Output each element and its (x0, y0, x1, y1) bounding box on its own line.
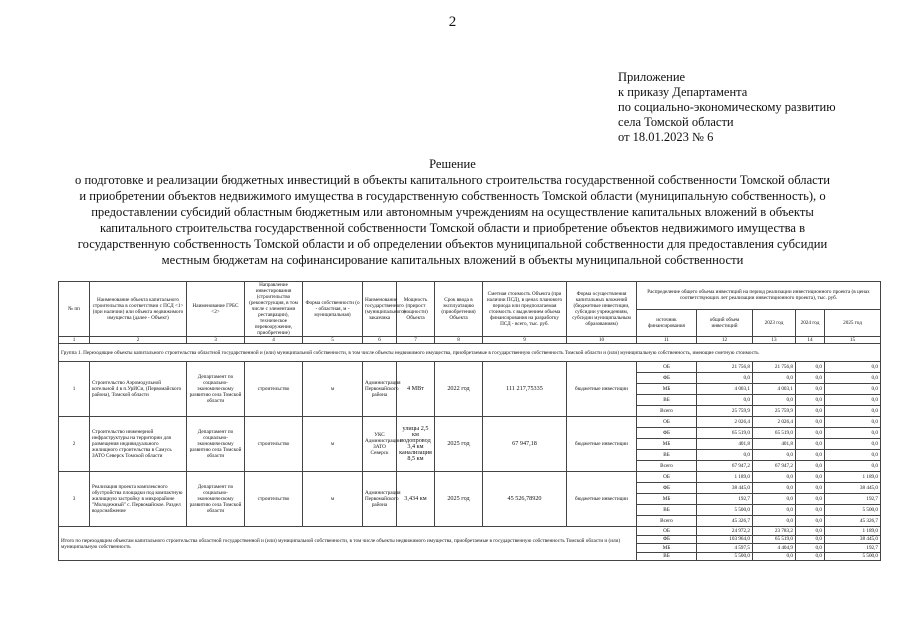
table-row (59, 362, 881, 373)
total-source: МБ (637, 544, 697, 553)
fin-source: ОБ (637, 472, 697, 483)
header-capacity: Мощность (прирост мощности) Объекта (397, 282, 435, 337)
fin-2023: 21 756,8 (753, 362, 796, 373)
appendix-block (618, 70, 836, 145)
fin-2023: 0,0 (753, 395, 796, 406)
row-num: 3 (59, 472, 90, 527)
fin-total: 0,0 (697, 373, 753, 384)
table-row (59, 417, 881, 428)
direction: строительство (245, 417, 303, 472)
fin-2025: 0,0 (825, 461, 881, 472)
term: 2025 год (435, 417, 483, 472)
header-direction: Направление инвестирования (строительство (реконструкция, в том числе с элементами реставрации), техническое перевооружение, приобретение) (245, 282, 303, 337)
object-name: Реализация проекта комплексного обустройства площадки под компактную жилищную застройку в микрорайоне "Молодежный" с. Первомайское. Раздел водоснабжение (90, 472, 187, 527)
fin-2024: 0,0 (796, 428, 825, 439)
title-line: предоставлении субсидий областным бюджетным или автономным учреждениям на осуществление капитальных вложений в объекты (91, 205, 814, 219)
fin-2023: 67 947,2 (753, 461, 796, 472)
total-source: ОБ (637, 527, 697, 536)
investment-form: бюджетные инвестиции (567, 362, 637, 417)
term: 2022 год (435, 362, 483, 417)
fin-source: Всего (637, 461, 697, 472)
fin-2023: 0,0 (753, 472, 796, 483)
total-2023: 0,0 (753, 552, 796, 561)
appendix-line: к приказу Департамента (618, 85, 748, 99)
fin-2024: 0,0 (796, 373, 825, 384)
fin-2025: 38 445,0 (825, 483, 881, 494)
total-total: 5 500,0 (697, 552, 753, 561)
customer: УКС Администрации ЗАТО Северск (363, 417, 397, 472)
fin-total: 21 756,8 (697, 362, 753, 373)
fin-2024: 0,0 (796, 483, 825, 494)
total-2024: 0,0 (796, 535, 825, 544)
fin-total: 0,0 (697, 395, 753, 406)
fin-2024: 0,0 (796, 450, 825, 461)
total-2025: 1 189,0 (825, 527, 881, 536)
fin-2024: 0,0 (796, 472, 825, 483)
col-number: 6 (363, 337, 397, 344)
total-total: 103 964,0 (697, 535, 753, 544)
fin-2024: 0,0 (796, 406, 825, 417)
investment-form: бюджетные инвестиции (567, 472, 637, 527)
ownership: м (303, 362, 363, 417)
fin-2025: 0,0 (825, 373, 881, 384)
fin-2025: 0,0 (825, 439, 881, 450)
total-2025: 192,7 (825, 544, 881, 553)
header-grbs: Наименование ГРБС <2> (187, 282, 245, 337)
fin-2025: 45 326,7 (825, 516, 881, 527)
fin-source: ОБ (637, 362, 697, 373)
fin-source: ВБ (637, 395, 697, 406)
title-line: о подготовке и реализации бюджетных инвестиций в объекты капитального строительства государственной собственности Томской области (75, 173, 830, 187)
header-name: Наименование объекта капитального строительства в соответствии с ПСД <1> (при наличии) или объекта недвижимого имущества (далее - Объект) (90, 282, 187, 337)
fin-total: 5 500,0 (697, 505, 753, 516)
cost: 111 217,75335 (483, 362, 567, 417)
grbs-name: Департамент по социально-экономическому развитию села Томской области (187, 362, 245, 417)
fin-2025: 0,0 (825, 417, 881, 428)
total-label: Итого по переходящим объектам капитального строительства областной государственной и (или) муниципальной собственности, в том числе объекты недвижимого имущества, приобретаемые в государственную собственность Томской области и (или) муниципальную собственность (59, 527, 637, 561)
fin-source: ВБ (637, 450, 697, 461)
investment-form: бюджетные инвестиции (567, 417, 637, 472)
fin-source: МБ (637, 494, 697, 505)
page-number: 2 (448, 14, 457, 30)
total-source: ФБ (637, 535, 697, 544)
fin-2023: 2 026,4 (753, 417, 796, 428)
fin-2024: 0,0 (796, 439, 825, 450)
fin-2025: 0,0 (825, 362, 881, 373)
capacity: 3,434 км (397, 472, 435, 527)
term: 2025 год (435, 472, 483, 527)
col-number: 12 (697, 337, 753, 344)
fin-source: ФБ (637, 428, 697, 439)
fin-source: МБ (637, 384, 697, 395)
fin-2023: 65 519,0 (753, 428, 796, 439)
fin-total: 65 519,0 (697, 428, 753, 439)
fin-total: 4 003,1 (697, 384, 753, 395)
total-2024: 0,0 (796, 544, 825, 553)
header-2023: 2023 год (753, 309, 796, 337)
fin-2025: 0,0 (825, 428, 881, 439)
ownership: м (303, 472, 363, 527)
column-number-row (59, 337, 881, 344)
fin-total: 38 445,0 (697, 483, 753, 494)
fin-total: 67 947,2 (697, 461, 753, 472)
fin-total: 1 189,0 (697, 472, 753, 483)
fin-2025: 192,7 (825, 494, 881, 505)
col-number: 9 (483, 337, 567, 344)
fin-total: 2 026,4 (697, 417, 753, 428)
col-number: 2 (90, 337, 187, 344)
fin-source: МБ (637, 439, 697, 450)
fin-2023: 0,0 (753, 505, 796, 516)
fin-2025: 1 189,0 (825, 472, 881, 483)
title-line: государственную собственность Томской области и об определении объектов муниципальной собственности для предоставления субсидии (77, 237, 828, 251)
fin-2024: 0,0 (796, 395, 825, 406)
fin-source: ОБ (637, 417, 697, 428)
col-number: 1 (59, 337, 90, 344)
title-head: Решение (429, 157, 476, 171)
fin-2024: 0,0 (796, 417, 825, 428)
col-number: 10 (567, 337, 637, 344)
fin-2023: 25 759,9 (753, 406, 796, 417)
fin-total: 192,7 (697, 494, 753, 505)
fin-2023: 0,0 (753, 373, 796, 384)
fin-2025: 5 500,0 (825, 505, 881, 516)
fin-source: Всего (637, 516, 697, 527)
grbs-name: Департамент по социально-экономическому развитию села Томской области (187, 472, 245, 527)
fin-total: 45 326,7 (697, 516, 753, 527)
customer: Администрация Первомайского района (363, 472, 397, 527)
header-2025: 2025 год (825, 309, 881, 337)
appendix-line: Приложение (618, 70, 686, 84)
cost: 45 526,78920 (483, 472, 567, 527)
row-num: 2 (59, 417, 90, 472)
capacity: улицы 2,5 км водопровод 3,4 км канализация 8,5 км (397, 417, 435, 472)
table-row (59, 472, 881, 483)
fin-2025: 0,0 (825, 395, 881, 406)
header-customer: Наименование государственного (муниципального) заказчика (363, 282, 397, 337)
fin-source: ФБ (637, 373, 697, 384)
fin-2025: 0,0 (825, 450, 881, 461)
header-distribution: Распределение общего объема инвестиций на период реализации инвестиционного проекта (в ценах соответствующих лет реализации инвестиционного проекта), тыс. руб. (637, 282, 881, 310)
fin-2024: 0,0 (796, 362, 825, 373)
object-name: Строительство инженерной инфраструктуры на территории для размещения индивидуального жилищного строительства в Самусь ЗАТО Северск Томской области (90, 417, 187, 472)
col-number: 13 (753, 337, 796, 344)
row-num: 1 (59, 362, 90, 417)
header-2024: 2024 год (796, 309, 825, 337)
fin-2023: 0,0 (753, 450, 796, 461)
fin-2023: 0,0 (753, 516, 796, 527)
object-name: Строительство Аэромодульной котельной 4 в п.УрИСи, (Первомайского района), Томской области (90, 362, 187, 417)
total-2023: 23 783,2 (753, 527, 796, 536)
title-line: и приобретении объектов недвижимого имущества в государственную собственность Томской области (муниципальную собственность), о (79, 189, 826, 203)
total-2025: 5 500,0 (825, 552, 881, 561)
header-cost: Сметная стоимость Объекта (при наличии ПСД), в ценах планового периода или предполагаемая стоимость с выделением объема финансирования на разработку ПСД - всего, тыс. руб. (483, 282, 567, 337)
total-total: 4 597,5 (697, 544, 753, 553)
col-number: 4 (245, 337, 303, 344)
col-number: 7 (397, 337, 435, 344)
header-total: общий объем инвестиций (697, 309, 753, 337)
direction: строительство (245, 362, 303, 417)
fin-2024: 0,0 (796, 505, 825, 516)
fin-total: 0,0 (697, 450, 753, 461)
fin-total: 25 759,9 (697, 406, 753, 417)
col-number: 14 (796, 337, 825, 344)
customer: Администрация Первомайского района (363, 362, 397, 417)
total-2025: 38 445,0 (825, 535, 881, 544)
total-2023: 65 519,0 (753, 535, 796, 544)
fin-2023: 4 003,1 (753, 384, 796, 395)
total-row (59, 527, 881, 536)
appendix-line: по социально-экономическому развитию (618, 100, 836, 114)
total-2024: 0,0 (796, 527, 825, 536)
col-number: 15 (825, 337, 881, 344)
direction: строительство (245, 472, 303, 527)
header-ownership: Форма собственности (о - областная, м - муниципальная) (303, 282, 363, 337)
header-term: Срок ввода в эксплуатацию (приобретения) Объекта (435, 282, 483, 337)
investment-table (58, 281, 881, 561)
col-number: 5 (303, 337, 363, 344)
title-line: местным бюджетам на софинансирование капитальных вложений в объекты муниципальной собственности (161, 253, 744, 267)
ownership: м (303, 417, 363, 472)
total-2023: 4 404,9 (753, 544, 796, 553)
total-total: 24 972,2 (697, 527, 753, 536)
col-number: 8 (435, 337, 483, 344)
fin-2025: 0,0 (825, 384, 881, 395)
fin-2023: 0,0 (753, 483, 796, 494)
header-num: № пп (59, 282, 90, 337)
grbs-name: Департамент по социально-экономическому развитию села Томской области (187, 417, 245, 472)
group-row (59, 344, 881, 362)
fin-total: 401,8 (697, 439, 753, 450)
fin-2024: 0,0 (796, 516, 825, 527)
capacity: 4 МВт (397, 362, 435, 417)
appendix-line: от 18.01.2023 № 6 (618, 130, 714, 144)
total-source: ВБ (637, 552, 697, 561)
col-number: 11 (637, 337, 697, 344)
fin-source: ФБ (637, 483, 697, 494)
group-text: Группа 1. Переходящие объекты капитального строительства областной государственной и (или) муниципальной собственности, в том числе объекты недвижимого имущества, приобретаемые в государственную собственность Томской области и (или) муниципальную собственность, имеющие сметную стоимость (59, 344, 881, 362)
fin-2025: 0,0 (825, 406, 881, 417)
fin-source: ВБ (637, 505, 697, 516)
document-title (40, 156, 865, 268)
col-number: 3 (187, 337, 245, 344)
fin-source: Всего (637, 406, 697, 417)
appendix-line: села Томской области (618, 115, 734, 129)
fin-2024: 0,0 (796, 461, 825, 472)
total-2024: 0,0 (796, 552, 825, 561)
fin-2024: 0,0 (796, 494, 825, 505)
header-form: Форма осуществления капитальных вложений (бюджетные инвестиции, субсидии учреждениям, субсидии муниципальным образованиям) (567, 282, 637, 337)
fin-2023: 401,8 (753, 439, 796, 450)
fin-2024: 0,0 (796, 384, 825, 395)
fin-2023: 0,0 (753, 494, 796, 505)
cost: 67 947,18 (483, 417, 567, 472)
header-source: источник финансирования (637, 309, 697, 337)
title-line: капитального строительства государственной собственности Томской области и приобретение объектов недвижимого имущества в (99, 221, 806, 235)
